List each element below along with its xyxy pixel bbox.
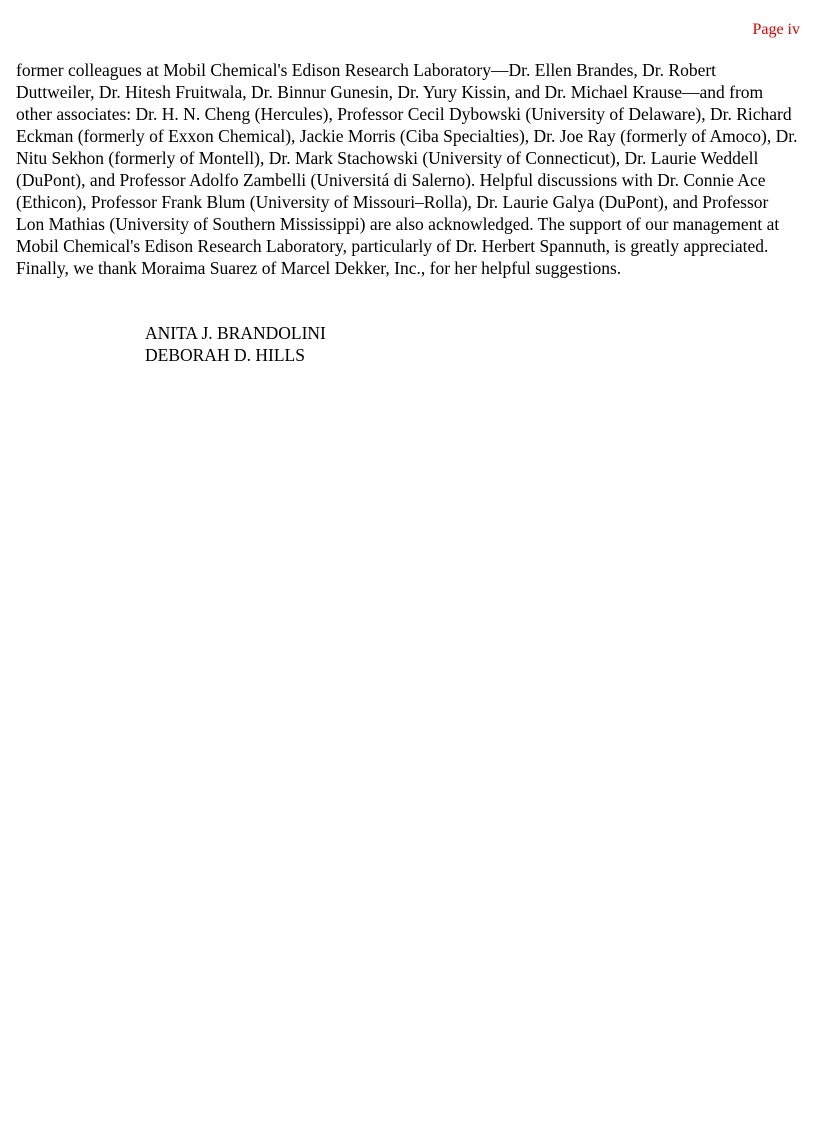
signature-name-hills: DEBORAH D. HILLS [145, 345, 305, 365]
acknowledgment-paragraph: former colleagues at Mobil Chemical's Edison Research Laboratory—Dr. Ellen Brandes, Dr. Robert Duttweiler, Dr. Hitesh Fruitwala, Dr. Binnur Gunesin, Dr. Yury Kissin, and Dr. Michael Krause—and from other associates: Dr. H. N. Cheng (Hercules), Professor Cecil Dybowski (University of Delaware), Dr. Richard Eckman (formerly of Exxon Chemical), Jackie Morris (Ciba Specialties), Dr. Joe Ray (formerly of Amoco), Dr. Nitu Sekhon (formerly of Montell), Dr. Mark Stachowski (University of Connecticut), Dr. Laurie Weddell (DuPont), and Professor Adolfo Zambelli (Universitá di Salerno). Helpful discussions with Dr. Connie Ace (Ethicon), Professor Frank Blum (University of Missouri–Rolla), Dr. Laurie Galya (DuPont), and Professor Lon Mathias (University of Southern Mississippi) are also acknowledged. The support of our management at Mobil Chemical's Edison Research Laboratory, particularly of Dr. Herbert Spannuth, is greatly appreciated. Finally, we thank Moraima Suarez of Marcel Dekker, Inc., for her helpful suggestions. [16, 60, 798, 278]
signature-block [145, 322, 326, 366]
page-number: Page iv [752, 21, 800, 38]
signature-name-brandolini: ANITA J. BRANDOLINI [145, 323, 326, 343]
